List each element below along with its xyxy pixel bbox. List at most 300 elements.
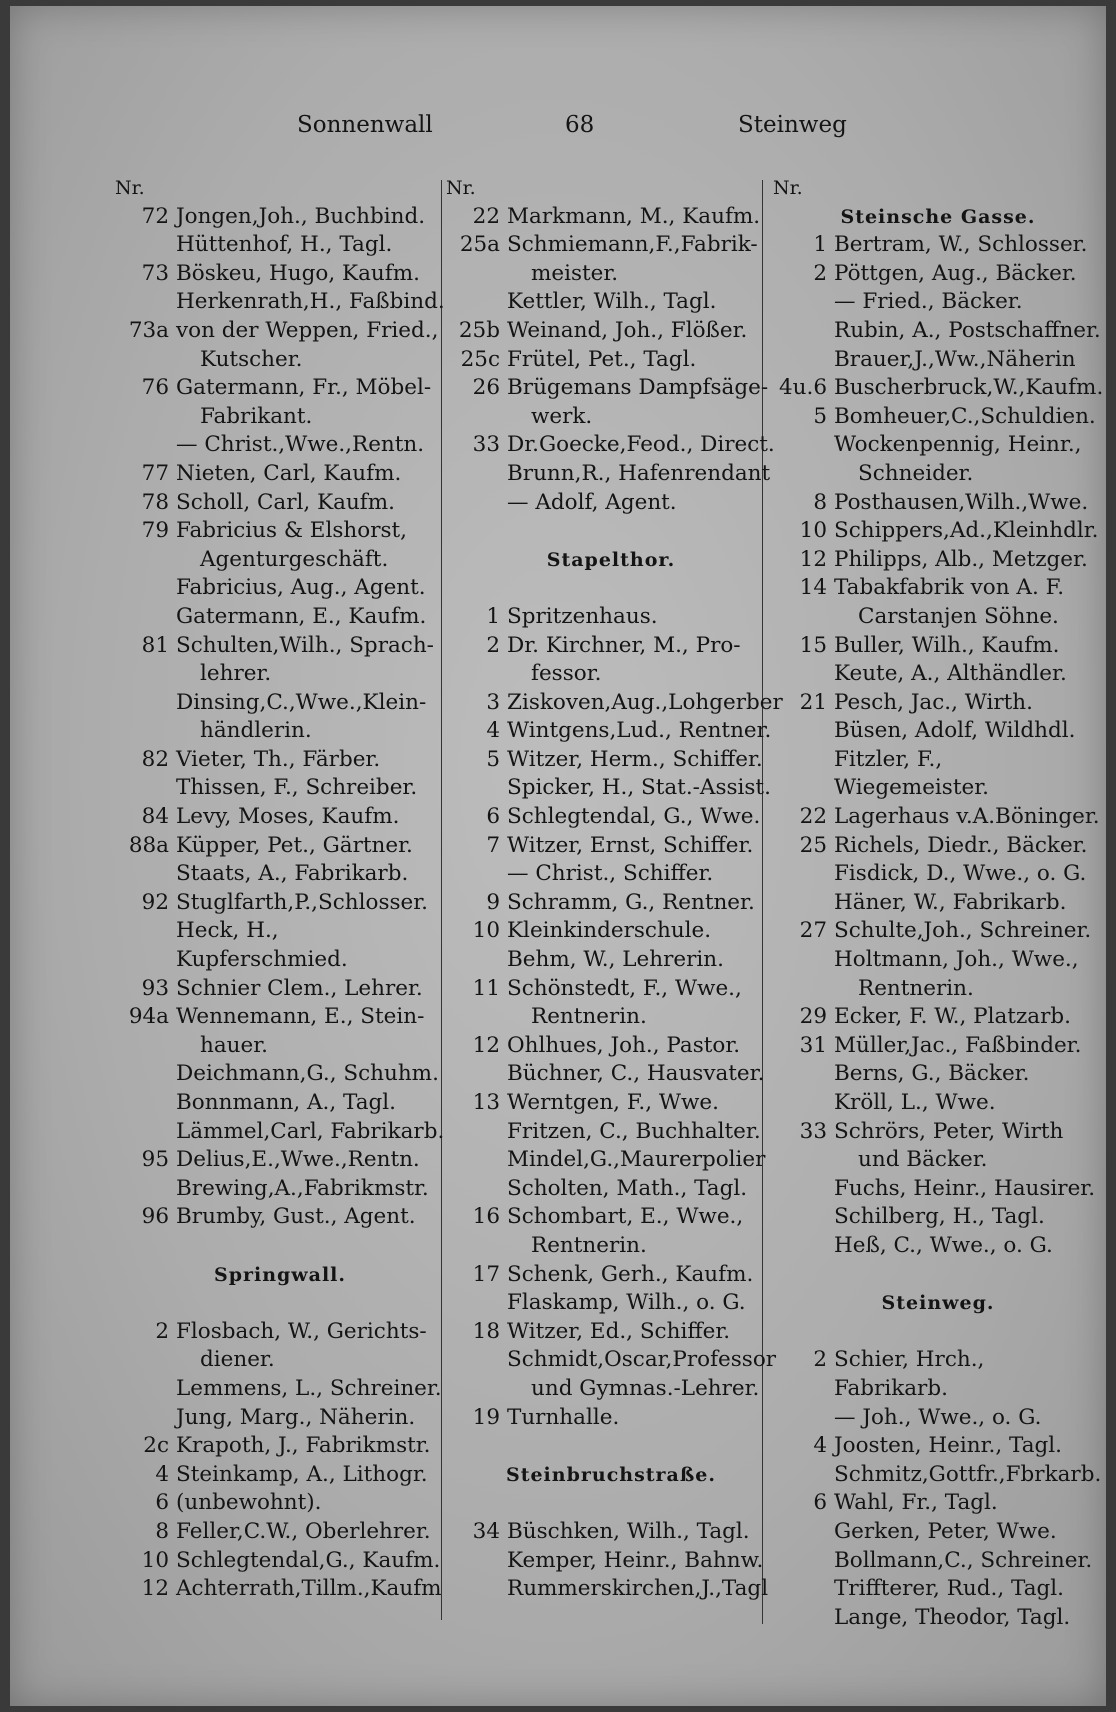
entry-line: Schippers,Ad.,Kleinhdlr.	[834, 518, 1099, 544]
directory-entry	[115, 1089, 445, 1118]
street-heading: Steinweg.	[881, 1292, 995, 1315]
entry-line: und Bäcker.	[858, 1147, 988, 1173]
entry-line: Kutscher.	[200, 346, 303, 372]
entry-text	[507, 917, 776, 946]
house-number: 17	[472, 1261, 500, 1287]
directory-entry	[773, 403, 1103, 432]
house-number: 25	[799, 832, 827, 858]
entry-text	[834, 1547, 1103, 1576]
directory-entry	[115, 689, 445, 746]
house-number	[446, 460, 507, 489]
entry-line: von der Weppen, Fried.,	[176, 317, 439, 343]
directory-entry	[446, 1261, 776, 1290]
entry-text	[507, 603, 776, 632]
directory-entry	[773, 1175, 1103, 1204]
entry-line: Thissen, F., Schreiber.	[176, 775, 418, 801]
directory-entry	[773, 260, 1103, 289]
house-number: 88a	[128, 832, 169, 858]
house-number	[773, 431, 834, 488]
entry-line: Stuglfarth,P.,Schlosser.	[176, 889, 428, 915]
house-number	[773, 288, 834, 317]
directory-entry	[115, 1518, 445, 1547]
entry-text	[834, 1404, 1103, 1433]
house-number	[115, 603, 176, 632]
house-number: 6	[486, 804, 500, 830]
directory-entry	[115, 746, 445, 775]
entry-text	[507, 746, 776, 775]
house-number	[115, 774, 176, 803]
entry-text	[176, 1518, 445, 1547]
house-number	[115, 231, 176, 260]
entry-line: Fisdick, D., Wwe., o. G.	[834, 861, 1087, 887]
house-number	[446, 946, 507, 975]
directory-entry	[773, 1404, 1103, 1433]
house-number: 82	[141, 746, 169, 772]
entry-text	[507, 1346, 776, 1403]
house-number: 33	[799, 1118, 827, 1144]
house-number: 10	[141, 1547, 169, 1573]
directory-entry	[446, 832, 776, 861]
entry-line: Rubin, A., Postschaffner.	[834, 317, 1101, 343]
entry-line: Fritzen, C., Buchhalter.	[507, 1118, 761, 1144]
entry-text	[507, 774, 776, 803]
entry-text	[507, 889, 776, 918]
house-number: 73	[141, 260, 169, 286]
entry-line: Dr.Goecke,Feod., Direct.	[507, 432, 775, 458]
entry-text	[834, 231, 1103, 260]
entry-line: Wahl, Fr., Tagl.	[834, 1490, 998, 1516]
entry-line: Deichmann,G., Schuhm.	[176, 1061, 439, 1087]
entry-line: Schmitz,Gottfr.,Fbrkarb.	[834, 1461, 1102, 1487]
house-number: 5	[813, 403, 827, 429]
house-number: 72	[141, 203, 169, 229]
house-number: 8	[155, 1518, 169, 1544]
entry-line: hauer.	[200, 1032, 268, 1058]
entry-text	[176, 1489, 445, 1518]
spacer	[773, 1261, 1103, 1290]
directory-entry	[773, 1003, 1103, 1032]
entry-line: Schmiemann,F.,Fabrik-	[507, 232, 758, 258]
house-number	[773, 660, 834, 689]
directory-entry	[115, 374, 445, 431]
directory-entry	[115, 1547, 445, 1576]
entry-text	[834, 1604, 1103, 1633]
entry-line: Witzer, Herm., Schiffer.	[507, 746, 763, 772]
directory-entry	[115, 1146, 445, 1175]
entry-line: händlerin.	[200, 718, 312, 744]
directory-entry	[115, 317, 445, 374]
entry-text	[834, 632, 1103, 661]
entry-line: Rentnerin.	[531, 1004, 647, 1030]
entry-line: Richels, Diedr., Bäcker.	[834, 832, 1088, 858]
directory-entry	[446, 1032, 776, 1061]
entry-text	[176, 288, 445, 317]
entry-text	[834, 288, 1103, 317]
entry-text	[834, 1432, 1103, 1461]
street-heading: Steinbruchstraße.	[505, 1463, 717, 1486]
entry-text	[834, 489, 1103, 518]
house-number	[773, 1175, 834, 1204]
entry-line: Feller,C.W., Oberlehrer.	[176, 1518, 431, 1544]
entry-text	[507, 1032, 776, 1061]
house-number	[446, 1547, 507, 1576]
directory-entry	[446, 774, 776, 803]
house-number	[773, 1547, 834, 1576]
house-number: 25b	[458, 317, 500, 343]
house-number	[446, 1175, 507, 1204]
entry-text	[507, 1575, 776, 1604]
directory-entry	[773, 1489, 1103, 1518]
house-number	[446, 860, 507, 889]
house-number: 6	[813, 1490, 827, 1516]
spacer	[446, 517, 776, 546]
house-number: 93	[141, 975, 169, 1001]
directory-entry	[773, 946, 1103, 1003]
house-number	[115, 1089, 176, 1118]
entry-text	[834, 1489, 1103, 1518]
directory-entry	[446, 860, 776, 889]
entry-text	[507, 1261, 776, 1290]
entry-line: lehrer.	[200, 661, 272, 687]
entry-text	[176, 460, 445, 489]
entry-line: Rentnerin.	[531, 1232, 647, 1258]
directory-entry	[115, 632, 445, 689]
house-number	[115, 431, 176, 460]
house-number: 21	[799, 689, 827, 715]
directory-entry	[446, 317, 776, 346]
house-number	[773, 1404, 834, 1433]
entry-line: Krapoth, J., Fabrikmstr.	[176, 1433, 431, 1459]
house-number: 29	[799, 1004, 827, 1030]
entry-text	[834, 1518, 1103, 1547]
house-number	[446, 774, 507, 803]
entry-text	[507, 1404, 776, 1433]
entry-text	[834, 431, 1103, 488]
house-number: 15	[799, 632, 827, 658]
directory-entry	[446, 1118, 776, 1147]
entry-line: Witzer, Ed., Schiffer.	[507, 1318, 731, 1344]
entry-line: Spicker, H., Stat.-Assist.	[507, 775, 771, 801]
house-number: 84	[141, 804, 169, 830]
entry-text	[176, 231, 445, 260]
house-number: 10	[472, 918, 500, 944]
spacer	[446, 574, 776, 603]
entry-line: Achterrath,Tillm.,Kaufm	[176, 1576, 442, 1602]
house-number	[446, 1289, 507, 1318]
directory-entry	[773, 917, 1103, 946]
entry-text	[507, 1060, 776, 1089]
entry-line: Gatermann, E., Kaufm.	[176, 603, 427, 629]
entry-line: Schönstedt, F., Wwe.,	[507, 975, 742, 1001]
house-number: 2	[813, 260, 827, 286]
entry-line: Bonnmann, A., Tagl.	[176, 1090, 396, 1115]
directory-entry	[115, 1489, 445, 1518]
directory-entry	[446, 203, 776, 232]
directory-entry	[773, 1575, 1103, 1604]
entry-line: Schmidt,Oscar,Professor	[507, 1347, 777, 1373]
directory-entry	[115, 431, 445, 460]
spacer	[446, 1432, 776, 1461]
house-number	[446, 1575, 507, 1604]
entry-line: Posthausen,Wilh.,Wwe.	[834, 489, 1089, 515]
directory-entry	[446, 460, 776, 489]
directory-entry	[115, 1003, 445, 1060]
entry-line: und Gymnas.-Lehrer.	[531, 1375, 760, 1401]
entry-line: Joosten, Heinr., Tagl.	[834, 1433, 1062, 1459]
house-number	[446, 1118, 507, 1147]
entry-line: Büsen, Adolf, Wildhdl.	[834, 718, 1076, 744]
entry-text	[176, 1003, 445, 1060]
entry-text	[507, 1118, 776, 1147]
entry-text	[507, 231, 776, 288]
entry-text	[834, 1203, 1103, 1232]
entry-line: Flaskamp, Wilh., o. G.	[507, 1290, 746, 1316]
entry-text	[176, 1118, 445, 1147]
house-number: 8	[813, 489, 827, 515]
spacer	[115, 1289, 445, 1318]
entry-text	[507, 1547, 776, 1576]
entry-text	[176, 1375, 445, 1404]
entry-line: Schenk, Gerh., Kaufm.	[507, 1261, 754, 1287]
spacer	[446, 1489, 776, 1518]
header-right-street: Steinweg	[738, 112, 847, 138]
house-number	[773, 1575, 834, 1604]
house-number: 4	[155, 1461, 169, 1487]
entry-line: Fuchs, Heinr., Hausirer.	[834, 1175, 1096, 1201]
directory-entry	[773, 1432, 1103, 1461]
directory-entry	[446, 1575, 776, 1604]
entry-text	[834, 803, 1103, 832]
entry-line: meister.	[531, 260, 619, 286]
entry-line: Levy, Moses, Kaufm.	[176, 804, 400, 830]
entry-line: Häner, W., Fabrikarb.	[834, 889, 1067, 915]
entry-text	[834, 889, 1103, 918]
directory-entry	[115, 832, 445, 861]
directory-entry	[115, 1375, 445, 1404]
entry-line: Triffterer, Rud., Tagl.	[834, 1576, 1064, 1602]
entry-line: Büchner, C., Hausvater.	[507, 1061, 765, 1087]
directory-entry	[446, 1547, 776, 1576]
house-number: 33	[472, 432, 500, 458]
entry-line: Schlegtendal, G., Wwe.	[507, 804, 761, 830]
house-number: 27	[799, 918, 827, 944]
directory-entry	[773, 431, 1103, 488]
house-number	[773, 1518, 834, 1547]
house-number	[773, 717, 834, 746]
house-number	[773, 1604, 834, 1633]
entry-text	[507, 632, 776, 689]
entry-text	[834, 717, 1103, 746]
entry-text	[176, 774, 445, 803]
entry-text	[176, 517, 445, 574]
directory-entry	[115, 860, 445, 889]
directory-entry	[115, 260, 445, 289]
directory-entry	[773, 1346, 1103, 1403]
directory-entry	[446, 1060, 776, 1089]
entry-text	[176, 1203, 445, 1232]
house-number	[446, 288, 507, 317]
directory-entry	[773, 860, 1103, 889]
entry-text	[834, 1461, 1103, 1490]
entry-text	[507, 860, 776, 889]
entry-line: — Christ., Schiffer.	[507, 861, 714, 887]
entry-line: Wennemann, E., Stein-	[176, 1004, 425, 1030]
house-number: 12	[799, 546, 827, 572]
house-number	[773, 889, 834, 918]
entry-line: Kettler, Wilh., Tagl.	[507, 289, 717, 315]
entry-line: Turnhalle.	[507, 1404, 620, 1430]
directory-entry	[115, 1432, 445, 1461]
house-number: 16	[472, 1204, 500, 1230]
house-number: 2c	[143, 1433, 169, 1459]
entry-line: Herkenrath,H., Faßbind.	[176, 289, 445, 315]
directory-entry	[446, 489, 776, 518]
directory-entry	[773, 574, 1103, 631]
entry-text	[834, 660, 1103, 689]
entry-line: Philipps, Alb., Metzger.	[834, 546, 1088, 572]
entry-line: Wockenpennig, Heinr.,	[834, 432, 1082, 458]
entry-text	[176, 1461, 445, 1490]
entry-text	[834, 1118, 1103, 1175]
house-number: 7	[486, 832, 500, 858]
entry-text	[834, 946, 1103, 1003]
entry-line: Bollmann,C., Schreiner.	[834, 1547, 1093, 1573]
house-number: 3	[486, 689, 500, 715]
directory-entry	[115, 1203, 445, 1232]
entry-line: Schulten,Wilh., Sprach-	[176, 632, 434, 658]
entry-line: Tabakfabrik von A. F.	[834, 575, 1065, 601]
entry-line: Delius,E.,Wwe.,Rentn.	[176, 1147, 420, 1173]
entry-line: Brewing,A.,Fabrikmstr.	[176, 1175, 429, 1201]
entry-line: Kleinkinderschule.	[507, 918, 712, 944]
directory-entry	[446, 1175, 776, 1204]
entry-text	[176, 1060, 445, 1089]
entry-line: Schulte,Joh., Schreiner.	[834, 918, 1092, 944]
entry-text	[176, 1547, 445, 1576]
entry-text	[176, 632, 445, 689]
nr-column-label: Nr.	[773, 177, 803, 199]
entry-text	[507, 203, 776, 232]
entry-line: Schramm, G., Rentner.	[507, 889, 755, 915]
directory-entry	[115, 774, 445, 803]
house-number: 6	[155, 1490, 169, 1516]
entry-line: — Christ.,Wwe.,Rentn.	[176, 432, 425, 458]
spacer	[773, 1318, 1103, 1347]
house-number: 34	[472, 1518, 500, 1544]
directory-column-1	[115, 174, 445, 1620]
entry-text	[176, 689, 445, 746]
house-number	[115, 574, 176, 603]
house-number	[115, 1175, 176, 1204]
house-number: 4	[486, 718, 500, 744]
directory-entry	[773, 317, 1103, 346]
directory-entry	[773, 1604, 1103, 1633]
entry-line: Dr. Kirchner, M., Pro-	[507, 632, 741, 658]
entry-text	[834, 1003, 1103, 1032]
house-number: 77	[141, 460, 169, 486]
entry-line: Ziskoven,Aug.,Lohgerber	[507, 689, 783, 715]
entry-line: Heß, C., Wwe., o. G.	[834, 1232, 1053, 1258]
entry-text	[507, 1146, 776, 1175]
house-number: 76	[141, 375, 169, 401]
directory-entry	[446, 374, 776, 431]
directory-entry	[773, 1118, 1103, 1175]
house-number: 19	[472, 1404, 500, 1430]
entry-text	[507, 803, 776, 832]
entry-text	[834, 746, 1103, 803]
house-number: 13	[472, 1090, 500, 1115]
entry-line: Berns, G., Bäcker.	[834, 1061, 1030, 1087]
directory-entry	[773, 346, 1103, 375]
directory-entry	[446, 803, 776, 832]
entry-line: Steinkamp, A., Lithogr.	[176, 1461, 428, 1487]
entry-line: Ohlhues, Joh., Pastor.	[507, 1032, 741, 1058]
entry-line: Lämmel,Carl, Fabrikarb.	[176, 1118, 445, 1144]
entry-line: Küpper, Pet., Gärtner.	[176, 832, 413, 858]
directory-entry	[446, 1289, 776, 1318]
entry-text	[507, 460, 776, 489]
house-number: 26	[472, 375, 500, 401]
directory-entry	[773, 746, 1103, 803]
directory-entry	[115, 1404, 445, 1433]
entry-text	[176, 203, 445, 232]
house-number	[446, 489, 507, 518]
house-number	[115, 1060, 176, 1089]
directory-entry	[773, 832, 1103, 861]
entry-line: Gerken, Peter, Wwe.	[834, 1518, 1057, 1544]
entry-line: Fitzler, F., Wiegemeister.	[834, 746, 989, 801]
entry-text	[834, 1060, 1103, 1089]
header-left-street: Sonnenwall	[297, 112, 433, 138]
directory-entry	[446, 717, 776, 746]
entry-line: Brügemans Dampfsäge-	[507, 375, 769, 401]
entry-text	[176, 574, 445, 603]
entry-line: Jongen,Joh., Buchbind.	[176, 203, 426, 229]
entry-line: Kemper, Heinr., Bahnw.	[507, 1547, 764, 1573]
entry-line: — Joh., Wwe., o. G.	[834, 1404, 1042, 1430]
directory-entry	[773, 632, 1103, 661]
entry-line: Böskeu, Hugo, Kaufm.	[176, 260, 420, 286]
entry-text	[834, 1346, 1103, 1403]
directory-entry	[115, 231, 445, 260]
entry-text	[176, 1432, 445, 1461]
house-number	[773, 1089, 834, 1118]
entry-text	[176, 803, 445, 832]
entry-text	[507, 1518, 776, 1547]
entry-text	[176, 374, 445, 431]
entry-line: (unbewohnt).	[176, 1490, 322, 1516]
entry-line: Heck, H., Kupferschmied.	[176, 918, 348, 973]
directory-entry	[446, 1518, 776, 1547]
entry-text	[834, 1175, 1103, 1204]
house-number: 92	[141, 889, 169, 915]
entry-text	[507, 717, 776, 746]
house-number	[115, 1118, 176, 1147]
entry-line: Rummerskirchen,J.,Tagl	[507, 1576, 769, 1602]
street-heading: Steinsche Gasse.	[840, 205, 1036, 228]
directory-entry	[446, 1089, 776, 1118]
directory-entry	[773, 803, 1103, 832]
directory-entry	[446, 917, 776, 946]
entry-text	[176, 832, 445, 861]
directory-entry	[773, 1547, 1103, 1576]
house-number: 25c	[460, 346, 500, 372]
entry-text	[176, 603, 445, 632]
house-number: 31	[799, 1032, 827, 1058]
entry-text	[507, 288, 776, 317]
entry-text	[834, 546, 1103, 575]
entry-text	[507, 1289, 776, 1318]
